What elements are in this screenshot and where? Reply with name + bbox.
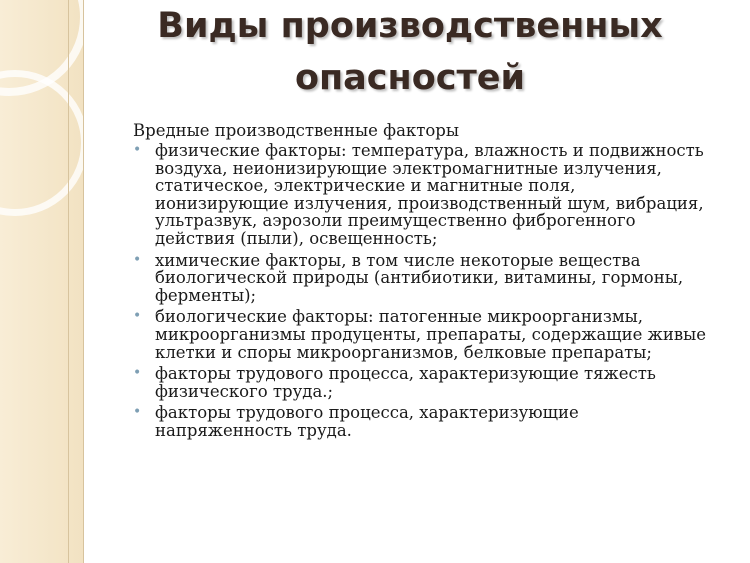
- slide-body: [133, 122, 713, 444]
- list-item-text: факторы трудового процесса, характеризующие тяжесть физического труда.;: [155, 364, 656, 401]
- bullet-icon: •: [133, 365, 142, 382]
- list-item-text: факторы трудового процесса, характеризующие напряженность труда.: [155, 403, 579, 440]
- slide-title: [150, 0, 670, 104]
- list-item: [133, 308, 713, 361]
- bullet-icon: •: [133, 404, 142, 421]
- list-item: [133, 252, 713, 305]
- decorative-sidebar: [0, 0, 84, 563]
- hazard-factor-list: [133, 142, 713, 440]
- list-item-text: биологические факторы: патогенные микроорганизмы, микроорганизмы продуценты, препараты, содержащие живые клетки и споры микроорганизмов, белковые препараты;: [155, 307, 707, 362]
- slide-title-line-1: Виды производственных: [157, 6, 663, 46]
- bullet-icon: •: [133, 308, 142, 325]
- sidebar-divider-line: [68, 0, 69, 563]
- decorative-ring-middle: [0, 70, 84, 216]
- list-item: [133, 404, 713, 439]
- sidebar-edge-line: [83, 0, 84, 563]
- slide-title-line-2: опасностей: [294, 58, 526, 98]
- list-item-text: физические факторы: температура, влажность и подвижность воздуха, неионизирующие электромагнитные излучения, статическое, электрические и магнитные поля, ионизирующие излучения, производственный шум, вибрация, ультразвук, аэрозоли преимущественно фиброгенного действия (пыли), освещенность;: [155, 141, 704, 248]
- list-item: [133, 365, 713, 400]
- list-item: [133, 142, 713, 248]
- bullet-icon: •: [133, 142, 142, 158]
- list-item-text: химические факторы, в том числе некоторые вещества биологической природы (антибиотики, витамины, гормоны, ферменты);: [155, 250, 684, 305]
- bullet-icon: •: [133, 251, 142, 268]
- intro-heading: Вредные производственные факторы: [133, 121, 460, 140]
